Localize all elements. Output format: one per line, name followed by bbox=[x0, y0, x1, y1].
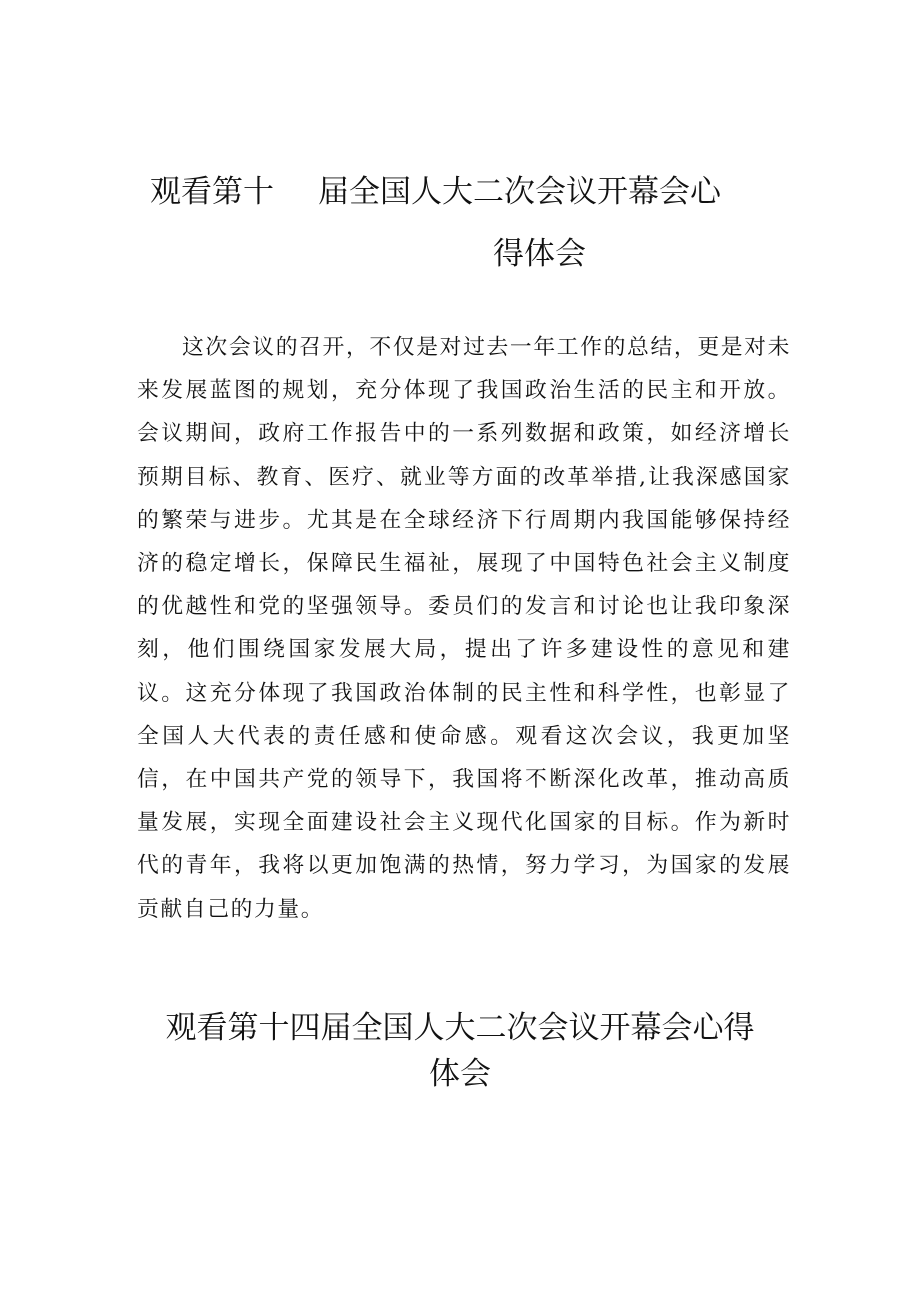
essay-paragraph: 这次会议的召开，不仅是对过去一年工作的总结，更是对未来发展蓝图的规划，充分体现了我国政治生活的民主和开放。会议期间，政府工作报告中的一系列数据和政策，如经济增长预期目标、教育、医疗、就业等方面的改革举措,让我深感国家的繁荣与进步。尤其是在全球经济下行周期内我国能够保持经济的稳定增长，保障民生福祉，展现了中国特色社会主义制度的优越性和党的坚强领导。委员们的发言和讨论也让我印象深刻，他们围绕国家发展大局，提出了许多建设性的意见和建议。这充分体现了我国政治体制的民主性和科学性，也彰显了全国人大代表的责任感和使命感。观看这次会议，我更加坚信，在中国共产党的领导下，我国将不断深化改革，推动高质量发展，实现全面建设社会主义现代化国家的目标。作为新时代的青年，我将以更加饱满的热情，努力学习，为国家的发展贡献自己的力量。 bbox=[137, 335, 791, 922]
second-essay-title: 观看第十四届全国人大二次会议开幕会心得体会 bbox=[165, 1010, 755, 1092]
first-title-part-two: 届全国人大二次会议开幕会心 bbox=[318, 174, 721, 210]
first-title-part-one: 观看第十 bbox=[150, 174, 274, 210]
first-title-line-one bbox=[150, 172, 721, 212]
first-title-part-three: 得体会 bbox=[493, 236, 586, 272]
